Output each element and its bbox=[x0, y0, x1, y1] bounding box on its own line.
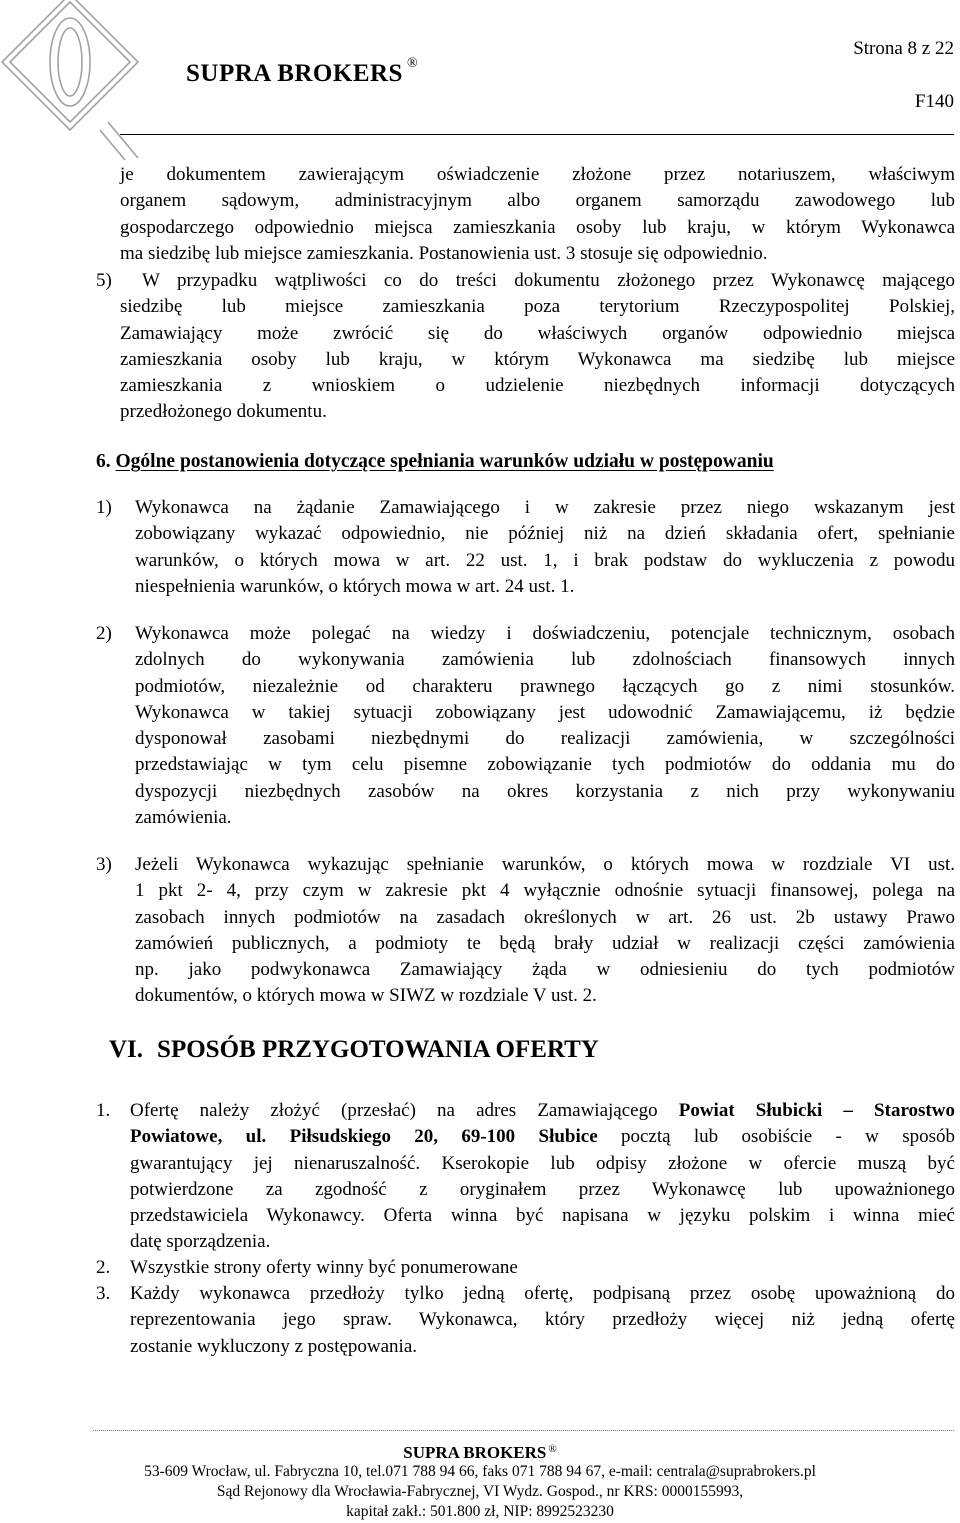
text-line: przedłożonego dokumentu. bbox=[120, 401, 327, 423]
section-vi-item-2 bbox=[130, 1255, 955, 1281]
page-number: Strona 8 z 22 bbox=[853, 38, 954, 59]
list-number: 3. bbox=[96, 1283, 111, 1304]
text-line: podmiotów, niezależnie od charakteru prawnego łączących go z nimi stosunków. bbox=[135, 675, 955, 697]
text-line: Ofertę należy złożyć (przesłać) na adres Zamawiającego Powiat Słubicki – Starostwo bbox=[130, 1100, 955, 1121]
text-line: przedstawiając w tym celu pisemne zobowiązanie tych podmiotów do oddania mu do bbox=[135, 754, 955, 776]
text-line: dyspozycji niezbędnych zasobów na okres korzystania z nich przy wykonywaniu bbox=[135, 780, 955, 802]
text-line: dokumentów, o których mowa w SIWZ w rozdziale V ust. 2. bbox=[135, 985, 597, 1007]
item-5-paragraph bbox=[120, 268, 955, 426]
text-line: warunków, o których mowa w art. 22 ust. 1, i brak podstaw do wykluczenia z powodu bbox=[135, 549, 955, 571]
text-line: reprezentowania jego spraw. Wykonawca, który przedłoży więcej niż jedną ofertę bbox=[130, 1309, 955, 1331]
text-line: organem sądowym, administracyjnym albo organem samorządu zawodowego lub bbox=[120, 190, 955, 212]
text-line: zamieszkania osoby lub kraju, w którym Wykonawca ma siedzibę lub miejsce bbox=[120, 348, 955, 370]
footer-address: 53-609 Wrocław, ul. Fabryczna 10, tel.071 788 94 66, faks 071 788 94 67, e-mail: centrala@suprabrokers.pl bbox=[144, 1463, 816, 1480]
list-number: 1) bbox=[96, 497, 112, 518]
section-vi-item-1 bbox=[130, 1098, 955, 1256]
text-line: Jeżeli Wykonawca wykazując spełnianie warunków, o których mowa w rozdziale VI ust. bbox=[135, 854, 955, 875]
footer-capital: kapitał zakł.: 501.800 zł, NIP: 8992523230 bbox=[346, 1503, 614, 1520]
text-line: zamówienia. bbox=[135, 807, 232, 829]
text-line: potwierdzone za zgodność z oryginałem przez Wykonawcę lub upoważnionego bbox=[130, 1178, 955, 1200]
list-number: 5) bbox=[96, 270, 112, 291]
text-line: Powiatowe, ul. Piłsudskiego 20, 69-100 Słubice pocztą lub osobiście - w sposób bbox=[130, 1126, 956, 1148]
text-line: zamieszkania z wnioskiem o udzielenie niezbędnych informacji dotyczących bbox=[120, 375, 955, 397]
header-rule bbox=[120, 134, 954, 135]
intro-paragraph bbox=[120, 162, 955, 267]
company-logo bbox=[0, 0, 140, 160]
footer-court: Sąd Rejonowy dla Wrocławia-Fabrycznej, VI Wydz. Gospod., nr KRS: 0000155993, bbox=[216, 1483, 744, 1500]
text-line: zasobach innych podmiotów na zasadach określonych w art. 26 ust. 2b ustawy Prawo bbox=[135, 906, 955, 928]
text-line: Wykonawca w takiej sytuacji zobowiązany jest udowodnić Zamawiającemu, iż będzie bbox=[135, 701, 955, 723]
text-line: 1 pkt 2- 4, przy czym w zakresie pkt 4 wyłącznie odnośnie sytuacji finansowej, polega na bbox=[135, 880, 955, 902]
text-line: datę sporządzenia. bbox=[130, 1231, 271, 1253]
text-line: zostanie wykluczony z postępowania. bbox=[130, 1335, 418, 1357]
text-line: Wykonawca na żądanie Zamawiającego i w zakresie przez niego wskazanym jest bbox=[135, 497, 955, 518]
text-line: zdolnych do wykonywania zamówienia lub zdolnościach finansowych innych bbox=[135, 649, 955, 671]
text-line: Każdy wykonawca przedłoży tylko jedną ofertę, podpisaną przez osobę upoważnioną do bbox=[130, 1283, 955, 1304]
footer-brand: SUPRA BROKERS ® bbox=[403, 1443, 557, 1462]
text-line: Zamawiający może zwrócić się do właściwych organów odpowiednio miejsca bbox=[120, 322, 955, 344]
text-line: gospodarczego odpowiednio miejsca zamieszkania osoby lub kraju, w którym Wykonawca bbox=[120, 216, 955, 238]
section-6-item-2 bbox=[135, 621, 955, 831]
text-line: je dokumentem zawierającym oświadczenie złożone przez notariuszem, właściwym bbox=[120, 164, 955, 185]
section-6-heading: 6. Ogólne postanowienia dotyczące spełniania warunków udziału w postępowaniu bbox=[96, 451, 774, 472]
section-vi-item-3 bbox=[130, 1281, 955, 1360]
text-line: W przypadku wątpliwości co do treści dokumentu złożonego przez Wykonawcę mającego bbox=[142, 270, 955, 291]
list-number: 2. bbox=[96, 1257, 111, 1278]
header-brand: SUPRA BROKERS ® bbox=[186, 56, 419, 87]
text-line: niespełnienia warunków, o których mowa w art. 24 ust. 1. bbox=[135, 575, 575, 597]
section-vi-heading: VI. SPOSÓB PRZYGOTOWANIA OFERTY bbox=[109, 1036, 599, 1063]
text-line: dysponował zasobami niezbędnymi do realizacji zamówienia, w szczególności bbox=[135, 728, 955, 750]
text-line: Wszystkie strony oferty winny być ponumerowane bbox=[130, 1257, 518, 1278]
text-line: gwarantujący jej nienaruszalność. Kserokopie lub odpisy złożone w ofercie muszą być bbox=[130, 1152, 955, 1174]
text-line: przedstawiciela Wykonawcy. Oferta winna być napisana w języku polskim i winna mieć bbox=[130, 1205, 955, 1227]
form-code: F140 bbox=[914, 91, 954, 112]
text-line: ma siedzibę lub miejsce zamieszkania. Postanowienia ust. 3 stosuje się odpowiednio. bbox=[120, 242, 768, 264]
list-number: 1. bbox=[96, 1100, 111, 1121]
text-line: siedzibę lub miejsce zamieszkania poza terytorium Rzeczypospolitej Polskiej, bbox=[120, 296, 955, 318]
text-line: zamówień publicznych, a podmioty te będą brały udział w realizacji części zamówienia bbox=[135, 932, 955, 954]
list-number: 3) bbox=[96, 854, 112, 875]
section-6-item-1 bbox=[135, 495, 955, 600]
section-6-item-3 bbox=[135, 852, 955, 1010]
text-line: zobowiązany wykazać odpowiednio, nie później niż na dzień składania ofert, spełnianie bbox=[135, 523, 955, 545]
footer-rule bbox=[93, 1430, 954, 1431]
text-line: np. jako podwykonawca Zamawiający żąda w odniesieniu do tych podmiotów bbox=[135, 959, 955, 981]
text-line: Wykonawca może polegać na wiedzy i doświadczeniu, potencjale technicznym, osobach bbox=[135, 623, 955, 644]
list-number: 2) bbox=[96, 623, 112, 644]
